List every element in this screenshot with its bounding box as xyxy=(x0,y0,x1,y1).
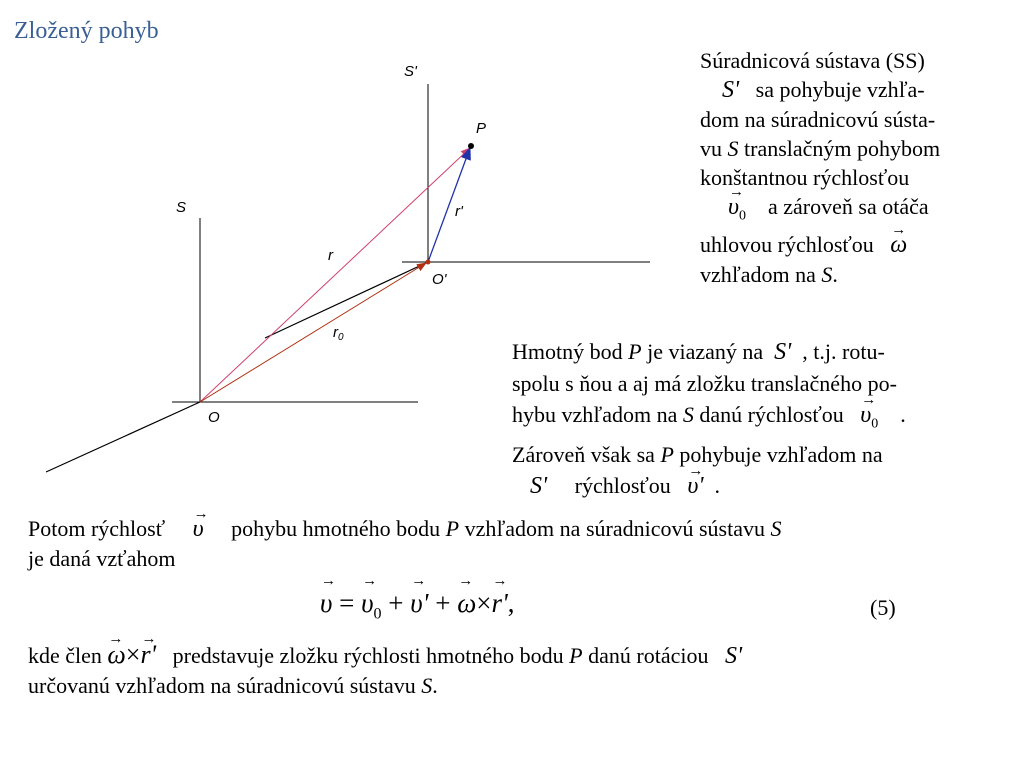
velocity-text-block xyxy=(28,514,1008,573)
rotation-text-block xyxy=(28,640,1008,700)
slide-title: Zložený pohyb xyxy=(14,18,159,44)
vector-r-prime xyxy=(428,148,470,262)
b1-line4: vu S translačným pohybom xyxy=(700,136,941,161)
label-r-prime: r' xyxy=(455,203,463,220)
b1-line1: Súradnicová sústava (SS) xyxy=(700,48,925,73)
origin-o-prime-dot xyxy=(426,260,431,265)
label-s: S xyxy=(176,199,187,216)
point-p-dot xyxy=(468,143,474,149)
axis-s-depth xyxy=(46,402,200,472)
b1-line3: dom na súradnicovú sústa- xyxy=(700,107,936,132)
b3-line1: Potom rýchlosť → υ pohybu hmotného bodu P vzhľadom na súradnicovú sústavu S xyxy=(28,514,1008,544)
b2-line3: hybu vzhľadom na S danú rýchlosťou → $\upsilon_0$ . xyxy=(512,399,1017,439)
b1-line7: uhlovou rýchlosťou → ω xyxy=(700,230,1020,260)
label-r: r xyxy=(328,247,333,264)
b2-line5: S' rýchlosťou → υ' . xyxy=(512,470,1017,502)
label-p: P xyxy=(476,120,487,137)
b4-line1: kde člen → ω×→ r' predstavuje zložku rýchlosti hmotného bodu P danú rotáciou S' xyxy=(28,640,1008,671)
label-o: O xyxy=(208,409,220,426)
b2-line4: Zároveň však sa P pohybuje vzhľadom na xyxy=(512,442,883,468)
label-r0: $r_0$ xyxy=(333,324,344,343)
label-s-prime: S' xyxy=(404,63,417,80)
b3-line2: je daná vzťahom xyxy=(28,546,176,571)
equation-number: (5) xyxy=(870,595,896,620)
b4-line2: určovanú vzhľadom na súradnicovú sústavu S. xyxy=(28,673,438,698)
b1-line8: vzhľadom na S. xyxy=(700,262,838,288)
equation-5: → υ = → $\upsilon_0$ + → υ' + → ω×→ r', xyxy=(320,588,515,623)
intro-text-block xyxy=(700,46,1020,289)
vector-r xyxy=(200,148,470,402)
b1-line5: konštantnou rýchlosťou xyxy=(700,165,910,190)
material-point-text-block xyxy=(512,336,1017,502)
label-o-prime: O' xyxy=(432,271,447,288)
b2-line2: spolu s ňou a aj má zložku translačného po- xyxy=(512,371,897,396)
b1-line2: S' sa pohybuje vzhľa- xyxy=(722,77,925,103)
b2-line1: Hmotný bod P je viazaný na S' , t.j. rotu- xyxy=(512,339,885,365)
axis-s-prime-depth xyxy=(265,262,428,338)
vector-r0 xyxy=(200,263,426,402)
b1-line6: → $\upsilon_0$ a zároveň sa otáča xyxy=(700,192,1020,230)
